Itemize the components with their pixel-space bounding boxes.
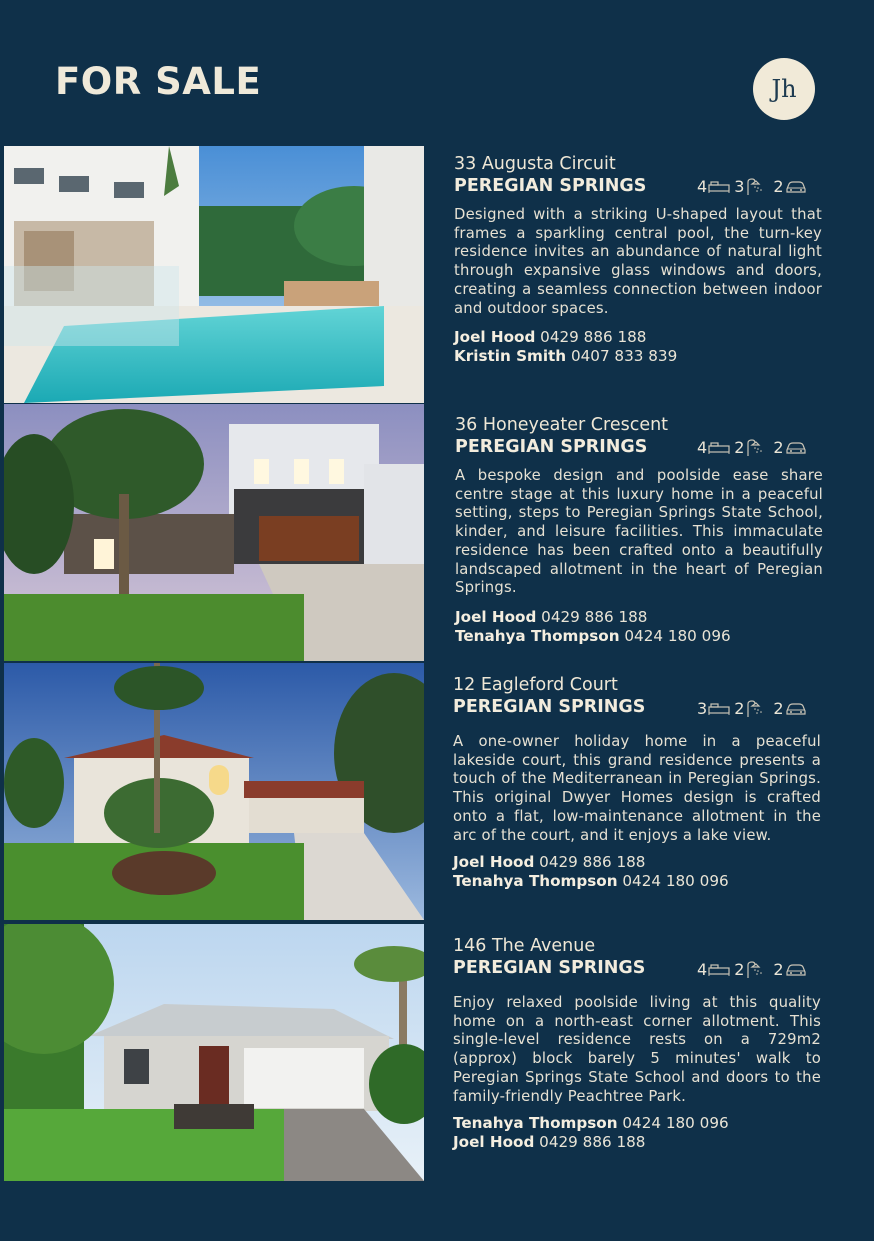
brand-logo: Jh (753, 58, 815, 120)
listing-address: 12 Eagleford Court (453, 675, 618, 695)
listing-photo-pool-house (4, 146, 424, 403)
agent-name: Joel Hood (453, 1133, 535, 1152)
listing-agents (453, 1114, 821, 1152)
agent-line (453, 853, 821, 872)
car-count: 2 (773, 699, 784, 718)
listing-address: 146 The Avenue (453, 936, 596, 956)
listing-agents (453, 853, 821, 891)
listing-description: Designed with a striking U-shaped layout that frames a sparkling central pool, the turn-key residence invites an abundance of natural light through expansive glass windows and doors, creating a seamless connection between indoor and outdoor spaces. (454, 206, 822, 317)
car-count: 2 (773, 960, 784, 979)
shower-icon (745, 439, 765, 457)
agent-name: Kristin Smith (454, 347, 567, 366)
agent-phone[interactable]: 0424 180 096 (624, 626, 731, 645)
agent-name: Joel Hood (454, 328, 536, 347)
bedroom-count: 4 (697, 177, 708, 196)
listing-2 (455, 415, 823, 646)
shower-icon (745, 178, 765, 196)
agent-line (453, 1114, 821, 1133)
agent-name: Tenahya Thompson (453, 1114, 618, 1133)
listing-3 (453, 675, 821, 891)
agent-phone[interactable]: 0424 180 096 (622, 872, 729, 891)
car-count: 2 (773, 438, 784, 457)
agent-phone[interactable]: 0429 886 188 (539, 853, 646, 872)
bathroom-count: 2 (734, 699, 745, 718)
car-count: 2 (773, 177, 784, 196)
listing-agents (455, 608, 823, 646)
listing-photo-mediterranean-house (4, 663, 424, 920)
bed-icon (708, 963, 730, 977)
listing-description: Enjoy relaxed poolside living at this quality home on a north-east corner allotment. This single-level residence rests on a 729m2 (approx) block barely 5 minutes' walk to Peregian Springs State School and doors to the family-friendly Peachtree Park. (453, 994, 821, 1105)
bedroom-count: 3 (697, 699, 708, 718)
listing-features (697, 699, 811, 718)
agent-name: Tenahya Thompson (455, 626, 620, 645)
car-icon (785, 963, 807, 977)
car-icon (785, 441, 807, 455)
agent-line (454, 347, 822, 366)
car-icon (785, 702, 807, 716)
bathroom-count: 2 (734, 960, 745, 979)
agent-line (454, 328, 822, 347)
agent-line (453, 872, 821, 891)
agent-phone[interactable]: 0429 886 188 (541, 607, 648, 626)
page-title: FOR SALE (55, 60, 262, 103)
agent-line (455, 608, 823, 627)
listing-description: A bespoke design and poolside ease share centre stage at this luxury home in a peaceful setting, steps to Peregian Springs State School, kinder, and leisure facilities. This immaculate residence has been crafted onto a beautifully landscaped allotment in the heart of Peregian Springs. (455, 467, 823, 597)
listing-description: A one-owner holiday home in a peaceful lakeside court, this grand residence presents a touch of the Mediterranean in Peregian Springs. This original Dwyer Homes design is crafted onto a flat, low-maintenance allotment in the arc of the court, and it enjoys a lake view. (453, 733, 821, 844)
agent-phone[interactable]: 0429 886 188 (539, 1133, 646, 1152)
agent-line (455, 627, 823, 646)
listing-agents (454, 328, 822, 366)
listing-features (697, 177, 811, 196)
bedroom-count: 4 (697, 960, 708, 979)
agent-phone[interactable]: 0424 180 096 (622, 1114, 729, 1133)
listing-suburb: PEREGIAN SPRINGS (453, 958, 646, 978)
listing-suburb: PEREGIAN SPRINGS (453, 697, 646, 717)
bed-icon (708, 441, 730, 455)
listing-4 (453, 936, 821, 1152)
agent-name: Tenahya Thompson (453, 872, 618, 891)
car-icon (785, 180, 807, 194)
shower-icon (745, 961, 765, 979)
listing-1 (454, 154, 822, 366)
listing-address: 33 Augusta Circuit (454, 154, 616, 174)
bathroom-count: 3 (734, 177, 745, 196)
agent-phone[interactable]: 0429 886 188 (540, 328, 647, 347)
agent-name: Joel Hood (453, 853, 535, 872)
listing-features (697, 960, 811, 979)
listing-features (697, 438, 811, 457)
listing-photo-single-level-house (4, 924, 424, 1181)
listing-address: 36 Honeyeater Crescent (455, 415, 669, 435)
bed-icon (708, 180, 730, 194)
listing-suburb: PEREGIAN SPRINGS (455, 437, 648, 457)
listing-photo-modern-house (4, 404, 424, 661)
bed-icon (708, 702, 730, 716)
agent-phone[interactable]: 0407 833 839 (570, 347, 678, 366)
agent-line (453, 1133, 821, 1152)
listing-suburb: PEREGIAN SPRINGS (454, 176, 647, 196)
shower-icon (745, 700, 765, 718)
agent-name: Joel Hood (455, 607, 537, 626)
bathroom-count: 2 (734, 438, 745, 457)
bedroom-count: 4 (697, 438, 708, 457)
